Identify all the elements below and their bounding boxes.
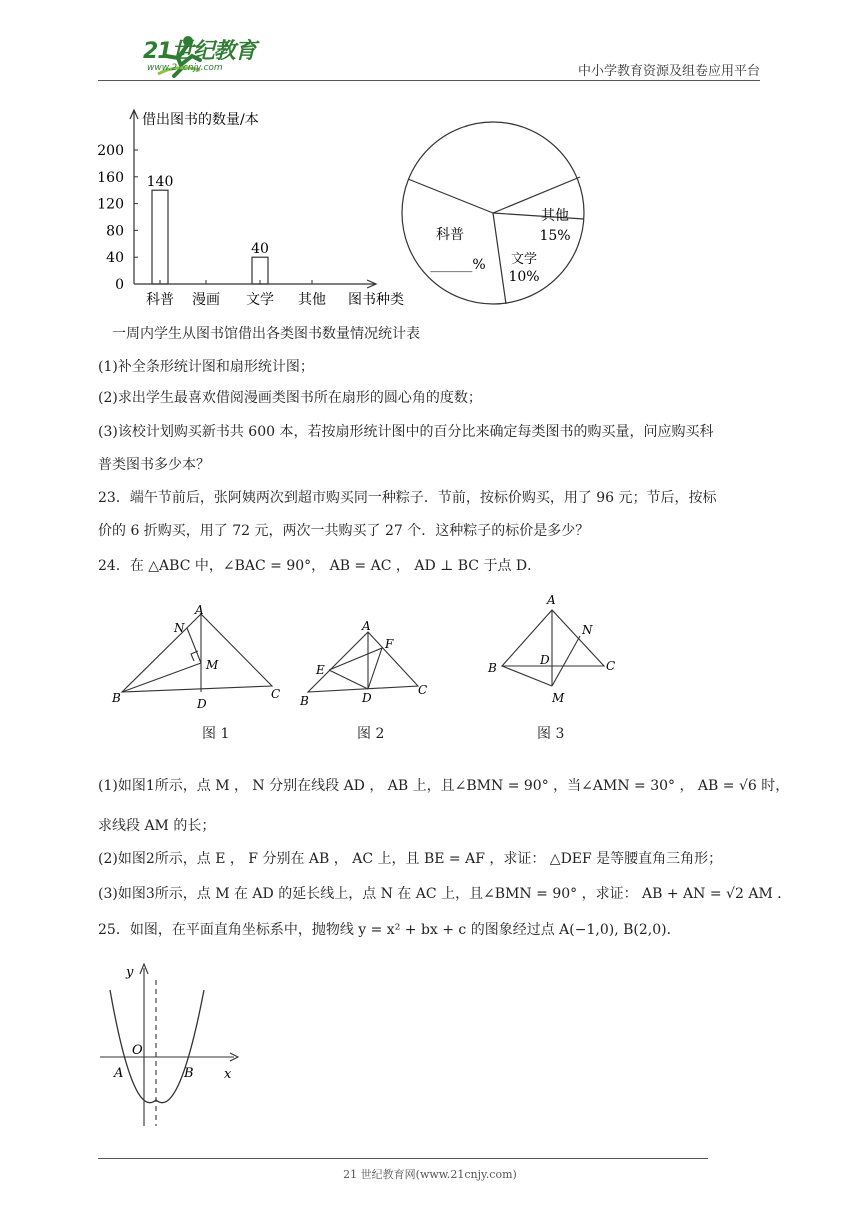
x-tick-label: 漫画 bbox=[192, 292, 220, 308]
bar bbox=[152, 190, 168, 284]
fig1-label-N: N bbox=[174, 621, 185, 635]
q25-label-O: O bbox=[132, 1043, 143, 1058]
pie-chart bbox=[400, 115, 586, 311]
q24-part1-line2: 求线段 AM 的长； bbox=[98, 818, 216, 834]
q23-line2: 价的 6 折购买，用了 72 元，两次一共购买了 27 个．这种粽子的标价是多少？ bbox=[98, 523, 590, 539]
y-tick-label: 0 bbox=[115, 277, 124, 293]
footer-divider bbox=[98, 1158, 708, 1159]
x-tick-label: 科普 bbox=[146, 292, 174, 308]
q24-figure-1 bbox=[108, 600, 288, 712]
q25-label-x: x bbox=[224, 1067, 232, 1082]
pie-label-kepu: 科普 bbox=[436, 227, 464, 243]
q22-part1: (1)补全条形统计图和扇形统计图； bbox=[98, 359, 314, 375]
fig2-label-C: C bbox=[418, 683, 428, 697]
y-tick-label: 160 bbox=[97, 169, 124, 186]
fig2-caption: 图 2 bbox=[357, 726, 385, 742]
fig2-label-F: F bbox=[385, 637, 394, 651]
y-tick-label: 200 bbox=[97, 143, 124, 159]
q25-label-B: B bbox=[184, 1066, 194, 1081]
pie-value-kepu: ______% bbox=[430, 257, 486, 273]
q24-figure-2 bbox=[296, 612, 446, 712]
q24-figure-3 bbox=[484, 590, 624, 710]
fig1-label-C: C bbox=[271, 687, 281, 701]
q24-part1-line1: (1)如图1所示，点 M ， N 分别在线段 AD ， AB 上，且∠BMN = 90° ，当∠AMN = 30° ， AB = √6 时， bbox=[98, 778, 790, 794]
q22-part3-line2: 普类图书多少本？ bbox=[98, 457, 210, 473]
pie-label-qita: 其他 bbox=[541, 208, 569, 224]
pie-label-wenxue: 文学 bbox=[510, 252, 538, 267]
y-tick-label: 120 bbox=[97, 196, 124, 213]
q25-label-y: y bbox=[126, 965, 134, 980]
q25-label-A: A bbox=[114, 1066, 124, 1081]
y-tick-label: 40 bbox=[106, 250, 124, 267]
data-label: 140 bbox=[146, 174, 174, 191]
fig3-label-D: D bbox=[540, 653, 550, 667]
header-divider bbox=[98, 80, 760, 81]
fig3-label-N: N bbox=[582, 623, 593, 637]
q22-part3-line1: (3)该校计划购买新书共 600 本，若按扇形统计图中的百分比来确定每类图书的购买量，问应购买科 bbox=[98, 424, 714, 440]
data-label: 40 bbox=[251, 241, 269, 258]
pie-divider bbox=[493, 213, 584, 219]
fig1-label-A: A bbox=[195, 603, 204, 617]
fig1-label-M: M bbox=[206, 658, 219, 672]
fig1-caption: 图 1 bbox=[202, 726, 230, 742]
y-axis-label: 借出图书的数量/本 bbox=[142, 112, 259, 128]
q25-stem: 25．如图，在平面直角坐标系中，抛物线 y = x² + bx + c 的图象经过点 A(−1,0), B(2,0)． bbox=[98, 922, 681, 938]
fig1-label-D: D bbox=[197, 697, 207, 711]
fig2-label-A: A bbox=[362, 619, 371, 633]
x-tick-label: 文学 bbox=[246, 292, 274, 308]
bar bbox=[252, 257, 268, 284]
logo-text: 21世纪教育 bbox=[143, 39, 256, 64]
fig3-label-A: A bbox=[547, 593, 556, 607]
fig2-label-D: D bbox=[362, 691, 372, 705]
q25-parabola-figure bbox=[98, 960, 248, 1130]
fig3-label-C: C bbox=[606, 659, 616, 673]
fig2-label-B: B bbox=[300, 694, 309, 708]
fig2-label-E: E bbox=[316, 663, 325, 677]
q24-part2: (2)如图2所示，点 E ， F 分别在 AB ， AC 上，且 BE = AF ，求证： △DEF 是等腰直角三角形； bbox=[98, 851, 723, 867]
bar-chart bbox=[96, 100, 416, 315]
fig1-label-B: B bbox=[112, 691, 121, 705]
figure-caption: 一周内学生从图书馆借出各类图书数量情况统计表 bbox=[112, 326, 420, 342]
footer-text: 21 世纪教育网(www.21cnjy.com) bbox=[343, 1168, 517, 1181]
x-tick-label: 其他 bbox=[298, 292, 326, 308]
fig3-label-M: M bbox=[552, 691, 565, 705]
q22-part2: (2)求出学生最喜欢借阅漫画类图书所在扇形的圆心角的度数； bbox=[98, 390, 482, 406]
pie-divider bbox=[408, 179, 493, 213]
fig3-label-B: B bbox=[488, 661, 497, 675]
pie-value-wenxue: 10% bbox=[508, 269, 540, 285]
header-right-text: 中小学教育资源及组卷应用平台 bbox=[577, 64, 760, 79]
q24-part3: (3)如图3所示，点 M 在 AD 的延长线上，点 N 在 AC 上，且∠BMN = 90° ，求证： AB + AN = √2 AM ． bbox=[98, 886, 792, 902]
x-axis-label: 图书种类 bbox=[348, 292, 404, 308]
logo-url: www.21cnjy.com bbox=[147, 63, 223, 73]
pie-value-qita: 15% bbox=[539, 228, 571, 244]
y-tick-label: 80 bbox=[106, 223, 124, 240]
q24-stem: 24．在 △ABC 中，∠BAC = 90°， AB = AC ， AD ⊥ BC 于点 D． bbox=[98, 558, 542, 574]
fig3-caption: 图 3 bbox=[537, 726, 565, 742]
pie-divider bbox=[493, 213, 506, 304]
q23-line1: 23．端午节前后，张阿姨两次到超市购买同一种粽子．节前，按标价购买，用了 96 元；节后，按标 bbox=[98, 490, 717, 506]
